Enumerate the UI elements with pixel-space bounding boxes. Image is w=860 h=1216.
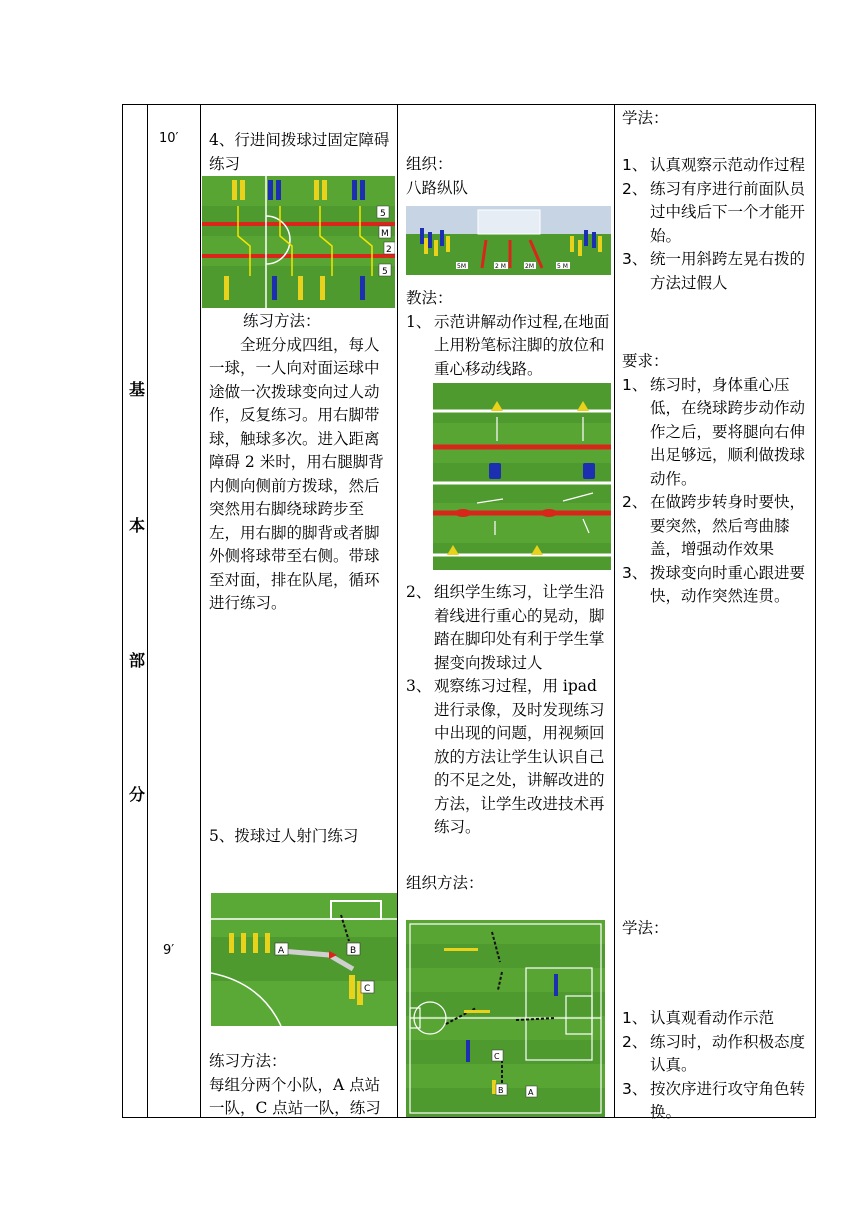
learn-item-1-text: 认真观察示范动作过程 <box>650 156 806 174</box>
learn-item-1-num: 1、 <box>622 156 648 174</box>
time-9: 9′ <box>163 943 175 958</box>
learn2-item-2-num: 2、 <box>622 1032 648 1051</box>
req-item-1-text: 练习时，身体重心压低，在绕球跨步动作动作之后，要将腿向右伸出足够远，顺利做拨球动作。 <box>650 375 806 488</box>
learn-label: 学法： <box>622 109 669 127</box>
teach-section-2 <box>406 581 612 840</box>
section-char-1: 基 <box>129 380 146 399</box>
dribble-shoot-illustration <box>211 893 397 1026</box>
content-item4 <box>209 129 391 176</box>
learn2-section <box>622 1007 814 1125</box>
col-divider-4 <box>614 105 615 1117</box>
fig5-label-b: B <box>498 1086 504 1095</box>
learn-item-2-text: 练习有序进行前面队员过中线后下一个才能开始。 <box>650 179 806 245</box>
item5-title: 5、拨球过人射门练习 <box>209 827 359 845</box>
learn2-label-section <box>622 917 814 941</box>
teach-item-3 <box>406 675 612 840</box>
learn2-item-3-text: 按次序进行攻守角色转换。 <box>650 1079 806 1121</box>
learn-section <box>622 107 814 295</box>
col-divider-3 <box>397 105 398 1117</box>
fig4-label-a: A <box>278 946 285 956</box>
method-text: 全班分成四组，每人一球，一人向对面运球中途做一次拨球变向过人动作，反复练习。用右脚带球，触球多次。进入距离障碍 2 米时，用右腿脚背内侧向侧前方拨球，然后突然用右脚绕球跨步至左，用右脚的脚背或者脚外侧将球带至右侧。带球至对面，排在队尾，循环进行练习。 <box>209 335 384 612</box>
fig4-label-c: C <box>364 984 371 994</box>
figure-dribble-shoot <box>211 893 397 1026</box>
learn-spacer <box>622 131 814 155</box>
learn2-item-2 <box>622 1031 814 1078</box>
time-10: 10′ <box>159 131 179 146</box>
fig2-label-4: 5 M <box>557 263 568 270</box>
learn2-item-1 <box>622 1007 814 1031</box>
req-item-3 <box>622 562 814 609</box>
req-label: 要求： <box>622 352 669 370</box>
teach-item-2-num: 2、 <box>406 583 432 601</box>
fig2-label-3: 2M <box>525 263 534 270</box>
fig4-label-b: B <box>350 946 357 956</box>
learn2-item-1-text: 认真观看动作示范 <box>650 1009 775 1027</box>
figure-eight-columns <box>406 206 611 275</box>
learn-item-2 <box>622 178 814 249</box>
learn-item-3-text: 统一用斜跨左晃右拨的方法过假人 <box>650 250 806 292</box>
teach-item-1-text: 示范讲解动作过程,在地面上用粉笔标注脚的放位和重心移动线路。 <box>434 312 610 378</box>
teach-section <box>406 287 612 381</box>
org-method-label: 组织方法： <box>406 874 484 892</box>
teach-item-3-num: 3、 <box>406 677 432 695</box>
figure-obstacle-drill <box>202 176 395 308</box>
content-method2 <box>209 1050 391 1121</box>
learn-item-1 <box>622 154 814 178</box>
fig2-label-2: 2 M <box>495 263 506 270</box>
figure-footwork <box>433 383 611 570</box>
learn2-item-2-text: 练习时，动作积极态度认真。 <box>650 1032 806 1074</box>
req-item-3-num: 3、 <box>622 563 648 582</box>
method-label: 练习方法： <box>243 312 321 330</box>
fig2-label-1: 5M <box>457 263 466 270</box>
learn2-item-3 <box>622 1078 814 1125</box>
content-item5 <box>209 825 391 849</box>
col-divider-2 <box>200 105 201 1117</box>
teach-item-2-text: 组织学生练习，让学生沿着线进行重心的晃动，脚踏在脚印处有利于学生掌握变向拨球过人 <box>434 583 605 672</box>
teach-label: 教法： <box>406 289 453 307</box>
teach-item-1-num: 1、 <box>406 312 432 331</box>
org-label: 组织： <box>406 155 453 173</box>
lesson-table <box>122 104 816 1121</box>
req-item-1 <box>622 374 814 492</box>
org-text: 八路纵队 <box>406 178 469 197</box>
teach-item-1 <box>406 311 612 382</box>
learn-item-2-num: 2、 <box>622 179 648 198</box>
obstacle-drill-illustration <box>202 176 395 308</box>
pitch-drill-illustration <box>406 920 605 1117</box>
learn-item-3-num: 3、 <box>622 250 648 268</box>
fig1-marker-1: 5 <box>380 209 386 219</box>
method2-label: 练习方法： <box>209 1052 287 1070</box>
req-section <box>622 350 814 609</box>
fig1-marker-4: 5 <box>382 267 388 277</box>
content-method <box>209 310 391 616</box>
fig5-label-a: A <box>528 1088 534 1097</box>
section-char-2: 本 <box>129 516 146 535</box>
req-item-2-num: 2、 <box>622 493 648 511</box>
item4-title: 4、行进间拨球过固定障碍练习 <box>209 131 390 173</box>
req-item-3-text: 拨球变向时重心跟进要快，动作突然连贯。 <box>650 563 806 605</box>
learn-item-3 <box>622 248 814 295</box>
req-item-2-text: 在做跨步转身时要快，要突然，然后弯曲膝盖，增强动作效果 <box>650 493 806 558</box>
learn2-item-1-num: 1、 <box>622 1009 648 1027</box>
req-item-2 <box>622 491 814 562</box>
col-divider-1 <box>147 105 148 1117</box>
section-char-3: 部 <box>129 651 146 670</box>
eight-columns-illustration <box>406 206 611 275</box>
teach-item-2 <box>406 581 612 675</box>
fig5-label-c: C <box>494 1052 500 1061</box>
fig1-marker-3: 2 <box>386 245 392 255</box>
req-item-1-num: 1、 <box>622 375 648 394</box>
org-section <box>406 153 611 200</box>
method2-text: 每组分两个小队，A 点站一队，C 点站一队，练习 <box>209 1075 381 1117</box>
teach-item-3-text: 观察练习过程，用 ipad 进行录像，及时发现练习中出现的问题，用视频回放的方法让学生认识自己的不足之处，讲解改进的方法，让学生改进技术再练习。 <box>434 677 605 836</box>
footwork-illustration <box>433 383 611 570</box>
org-method-section <box>406 872 612 896</box>
learn2-label: 学法： <box>622 919 669 937</box>
fig1-marker-2: M <box>381 229 389 239</box>
figure-pitch-drill <box>406 920 605 1117</box>
section-char-4: 分 <box>129 785 146 804</box>
learn2-item-3-num: 3、 <box>622 1079 648 1098</box>
